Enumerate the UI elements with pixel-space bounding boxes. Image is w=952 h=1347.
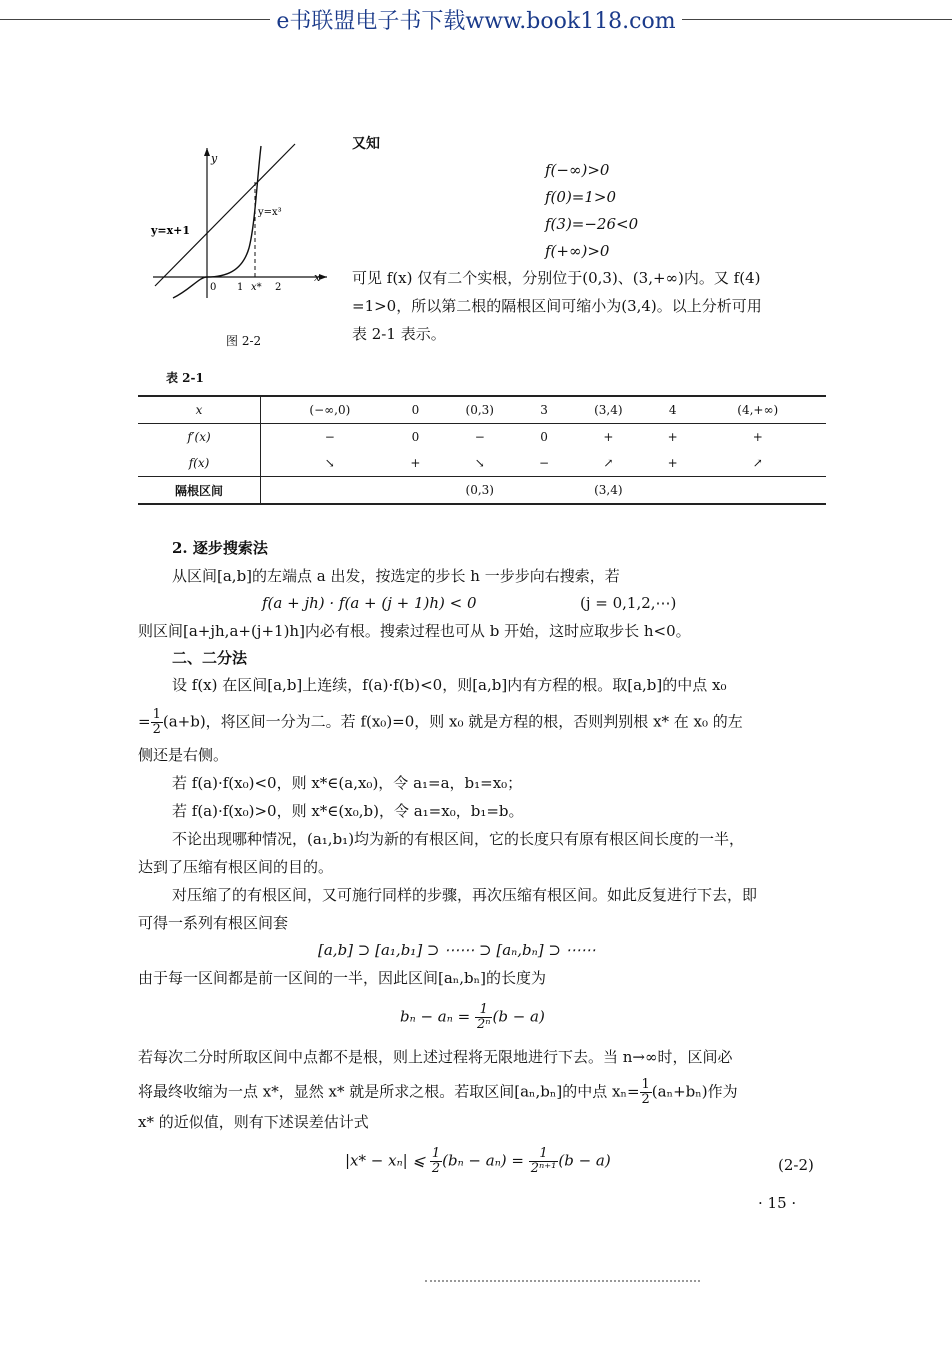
table-cell: − xyxy=(539,456,550,470)
table-row-f xyxy=(138,450,826,477)
label-tick1: 1 xyxy=(237,282,244,293)
table-cell: 0 xyxy=(411,430,420,444)
table-cell: 4 xyxy=(656,396,690,424)
scan-artifact-divider xyxy=(425,1280,700,1284)
label-tick2: 2 xyxy=(275,282,282,293)
table-cell xyxy=(261,477,399,505)
table-cell: (−∞,0) xyxy=(261,396,399,424)
youzhi-label: 又知 xyxy=(352,136,380,152)
bisection-para-7c: x* 的近似值，则有下述误差估计式 xyxy=(138,1113,369,1131)
intro-para-line3: 表 2-1 表示。 xyxy=(352,325,446,343)
table-cell: f(x) xyxy=(138,450,261,477)
stepwise-para-2: 则区间[a+jh,a+(j+1)h]内必有根。搜索过程也可从 b 开始，这时应取步长 h<0。 xyxy=(138,622,691,640)
table-cell xyxy=(527,477,561,505)
table-cell: − xyxy=(474,430,485,444)
table-cell: (4,+∞) xyxy=(689,396,826,424)
stepwise-equation-cond: (j = 0,1,2,⋯) xyxy=(580,594,677,612)
text-span: 将最终收缩为一点 x*，显然 x* 就是所求之根。若取区间[aₙ,bₙ]的中点 xₙ= xyxy=(138,1082,640,1101)
y-axis-arrow xyxy=(204,148,210,156)
table-cell: 0 xyxy=(540,430,548,444)
text-span: (a+b)，将区间一分为二。若 f(x₀)=0，则 x₀ 就是方程的根，否则判别根 x* 在 x₀ 的左 xyxy=(162,712,743,731)
error-estimate-equation xyxy=(345,1147,611,1176)
bisection-case-2: 若 f(a)·f(x₀)>0，则 x*∈(x₀,b)，令 a₁=x₀，b₁=b。 xyxy=(172,802,524,820)
bisection-para-7a: 若每次二分时所取区间中点都不是根，则上述过程将无限地进行下去。当 n→∞时，区间必 xyxy=(138,1048,733,1066)
table-cell: f′(x) xyxy=(138,424,261,451)
text-span: (bₙ − aₙ) = xyxy=(442,1151,524,1170)
text-span: bₙ − aₙ = xyxy=(400,1007,471,1026)
figure-caption: 图 2-2 xyxy=(226,334,262,348)
table-cell: + xyxy=(667,456,678,470)
table-row-interval xyxy=(138,477,826,505)
label-origin: 0 xyxy=(210,282,217,293)
table-cell: + xyxy=(667,430,678,444)
interval-length-equation xyxy=(400,1003,545,1032)
bisection-para-2 xyxy=(138,708,743,737)
fraction: $\frac{1}{2}$ xyxy=(431,1146,441,1176)
table-2-1 xyxy=(138,395,826,505)
table-row-fprime xyxy=(138,424,826,451)
table-cell: ↗ xyxy=(752,456,763,470)
fraction: $\frac{1}{\text{2ⁿ}}$ xyxy=(476,1002,491,1032)
eq-f-pos-inf: f(+∞)>0 xyxy=(545,242,610,260)
label-cubic: y=x³ xyxy=(258,207,282,218)
table-cell: ↘ xyxy=(324,456,335,470)
bisection-para-7b xyxy=(138,1078,738,1107)
fraction: $\frac{1}{\text{2ⁿ⁺¹}}$ xyxy=(530,1146,557,1176)
intro-para-line2: =1>0，所以第二根的隔根区间可缩小为(3,4)。以上分析可用 xyxy=(352,297,762,315)
table-cell: + xyxy=(752,430,763,444)
eq-f-3: f(3)=−26<0 xyxy=(545,215,639,233)
stepwise-para-1: 从区间[a,b]的左端点 a 出发，按选定的步长 h 一步步向右搜索，若 xyxy=(172,567,620,585)
table-cell: (0,3) xyxy=(432,396,527,424)
table-cell: 隔根区间 xyxy=(138,477,261,505)
table-cell xyxy=(656,477,690,505)
table-header-row xyxy=(138,396,826,424)
table-cell: − xyxy=(324,430,335,444)
label-line: y=x+1 xyxy=(151,224,191,237)
table-cell: + xyxy=(410,456,421,470)
nested-intervals: [a,b] ⊃ [a₁,b₁] ⊃ ⋯⋯ ⊃ [aₙ,bₙ] ⊃ ⋯⋯ xyxy=(318,941,596,959)
figure-2-2 xyxy=(145,140,335,300)
fraction: $\frac{1}{2}$ xyxy=(641,1077,650,1107)
label-xstar: x* xyxy=(251,282,262,293)
table-cell: ↘ xyxy=(474,456,485,470)
section-title-bisection: 二、二分法 xyxy=(172,649,248,667)
table-cell: 3 xyxy=(527,396,561,424)
text-span: (b − a) xyxy=(492,1007,545,1026)
table-cell: (3,4) xyxy=(561,477,656,505)
label-y: y xyxy=(211,152,218,165)
section-title-stepwise: 2. 逐步搜索法 xyxy=(172,539,268,557)
eq-f-neg-inf: f(−∞)>0 xyxy=(545,161,610,179)
text-span: (b − a) xyxy=(558,1151,611,1170)
label-x: x xyxy=(314,271,321,284)
table-cell: + xyxy=(603,430,614,444)
bisection-para-5a: 对压缩了的有根区间，又可施行同样的步骤，再次压缩有根区间。如此反复进行下去，即 xyxy=(172,886,758,904)
table-cell: ↗ xyxy=(603,456,614,470)
equation-number: (2-2) xyxy=(778,1156,814,1174)
text-span: |x* − xₙ| ⩽ xyxy=(345,1151,426,1170)
table-cell: (0,3) xyxy=(432,477,527,505)
curve-y-eq-x-cubed xyxy=(173,146,261,298)
text-span: (aₙ+bₙ)作为 xyxy=(651,1082,738,1101)
bisection-para-5b: 可得一系列有根区间套 xyxy=(138,914,289,932)
bisection-para-3: 侧还是右侧。 xyxy=(138,746,229,764)
intro-para-line1: 可见 f(x) 仅有二个实根，分别位于(0,3)、(3,+∞)内。又 f(4) xyxy=(352,269,761,287)
table-cell xyxy=(399,477,433,505)
table-cell: (3,4) xyxy=(561,396,656,424)
table-title: 表 2-1 xyxy=(166,371,204,385)
site-header[interactable]: e书联盟电子书下载www.book118.com xyxy=(0,4,952,35)
bisection-case-1: 若 f(a)·f(x₀)<0，则 x*∈(a,x₀)，令 a₁=a，b₁=x₀； xyxy=(172,774,523,792)
fraction: $\frac{1}{2}$ xyxy=(152,707,161,737)
table-cell: 0 xyxy=(399,396,433,424)
table-cell: x xyxy=(138,396,261,424)
bisection-para-4b: 达到了压缩有根区间的目的。 xyxy=(138,858,334,876)
table-cell xyxy=(689,477,826,505)
page-number: · 15 · xyxy=(758,1194,797,1212)
eq-f-0: f(0)=1>0 xyxy=(545,188,617,206)
stepwise-equation: f(a + jh) · f(a + (j + 1)h) < 0 xyxy=(262,594,477,612)
bisection-para-4a: 不论出现哪种情况，(a₁,b₁)均为新的有根区间，它的长度只有原有根区间长度的一半， xyxy=(172,830,745,848)
text-span: = xyxy=(138,712,151,731)
bisection-para-1: 设 f(x) 在区间[a,b]上连续，f(a)·f(b)<0，则[a,b]内有方程的根。取[a,b]的中点 x₀ xyxy=(172,676,727,694)
bisection-para-6: 由于每一区间都是前一区间的一半，因此区间[aₙ,bₙ]的长度为 xyxy=(138,969,546,987)
